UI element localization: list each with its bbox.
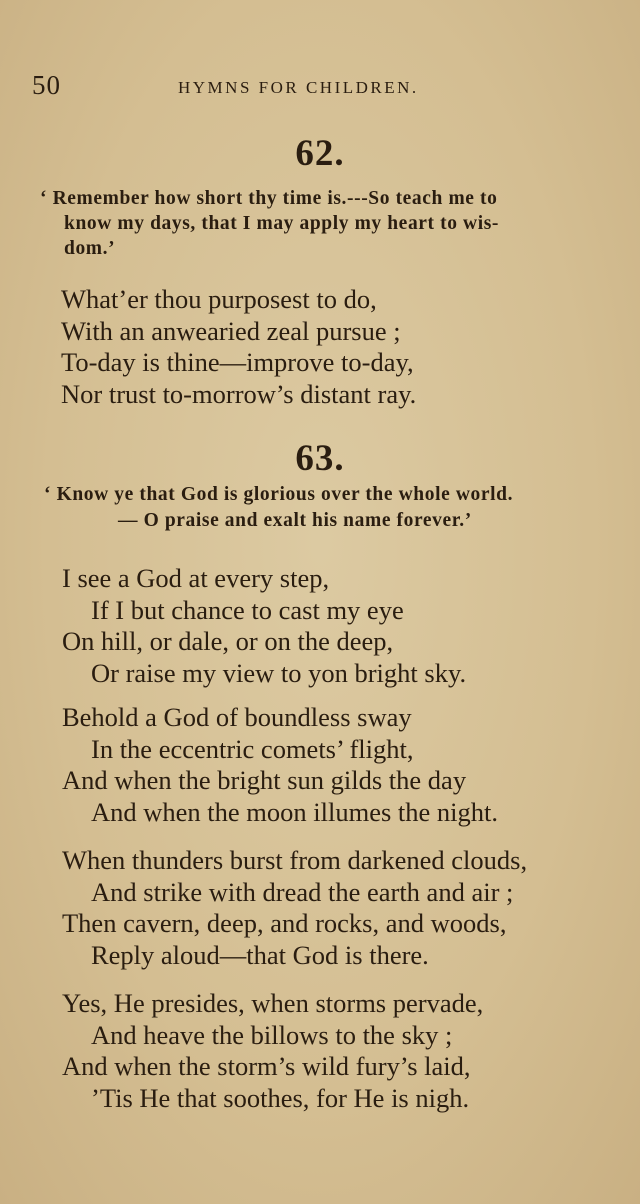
verse-line: If I but chance to cast my eye: [91, 594, 404, 625]
verse-line: And when the moon illumes the night.: [91, 796, 499, 827]
verse-line: Reply aloud—that God is there.: [91, 939, 429, 970]
verse-line: Nor trust to-morrow’s distant ray.: [61, 378, 417, 409]
verse-line: And strike with dread the earth and air ;: [91, 876, 514, 907]
epigraph-line: ‘ Remember how short thy time is.---So teach me to: [40, 188, 498, 209]
verse-stanza: [62, 988, 483, 1114]
hymn-number: 62.: [295, 133, 345, 174]
verse-line: On hill, or dale, or on the deep,: [62, 626, 394, 656]
epigraph-line: know my days, that I may apply my heart to wis-: [64, 213, 500, 234]
epigraph-line: dom.’: [64, 238, 116, 259]
page-header: [32, 70, 600, 104]
verse-line: With an anwearied zeal pursue ;: [61, 315, 401, 346]
page-number: 50: [32, 70, 61, 100]
verse-line: And when the storm’s wild fury’s laid,: [62, 1051, 471, 1081]
verse-line: What’er thou purposest to do,: [61, 284, 377, 314]
verse-stanza: [62, 702, 498, 828]
verse-line: In the eccentric comets’ flight,: [91, 733, 414, 764]
verse-stanza: [61, 284, 416, 410]
running-title: HYMNS FOR CHILDREN.: [178, 78, 419, 97]
verse-line: I see a God at every step,: [62, 563, 330, 593]
verse-line: And when the bright sun gilds the day: [62, 765, 467, 795]
verse-line: Behold a God of boundless sway: [62, 702, 412, 732]
verse-line: Then cavern, deep, and rocks, and woods,: [62, 908, 507, 938]
verse-line: And heave the billows to the sky ;: [91, 1019, 453, 1050]
verse-line: ’Tis He that soothes, for He is nigh.: [91, 1082, 470, 1113]
epigraph-line: ‘ Know ye that God is glorious over the whole world.: [44, 484, 514, 505]
hymn-number: 63.: [295, 438, 345, 479]
verse-line: Yes, He presides, when storms pervade,: [62, 988, 484, 1018]
verse-line: When thunders burst from darkened clouds,: [62, 845, 528, 875]
verse-stanza: [62, 563, 466, 689]
epigraph-line: — O praise and exalt his name forever.’: [118, 510, 472, 531]
verse-line: Or raise my view to yon bright sky.: [91, 657, 467, 688]
verse-line: To-day is thine—improve to-day,: [61, 347, 414, 377]
verse-stanza: [62, 845, 527, 971]
